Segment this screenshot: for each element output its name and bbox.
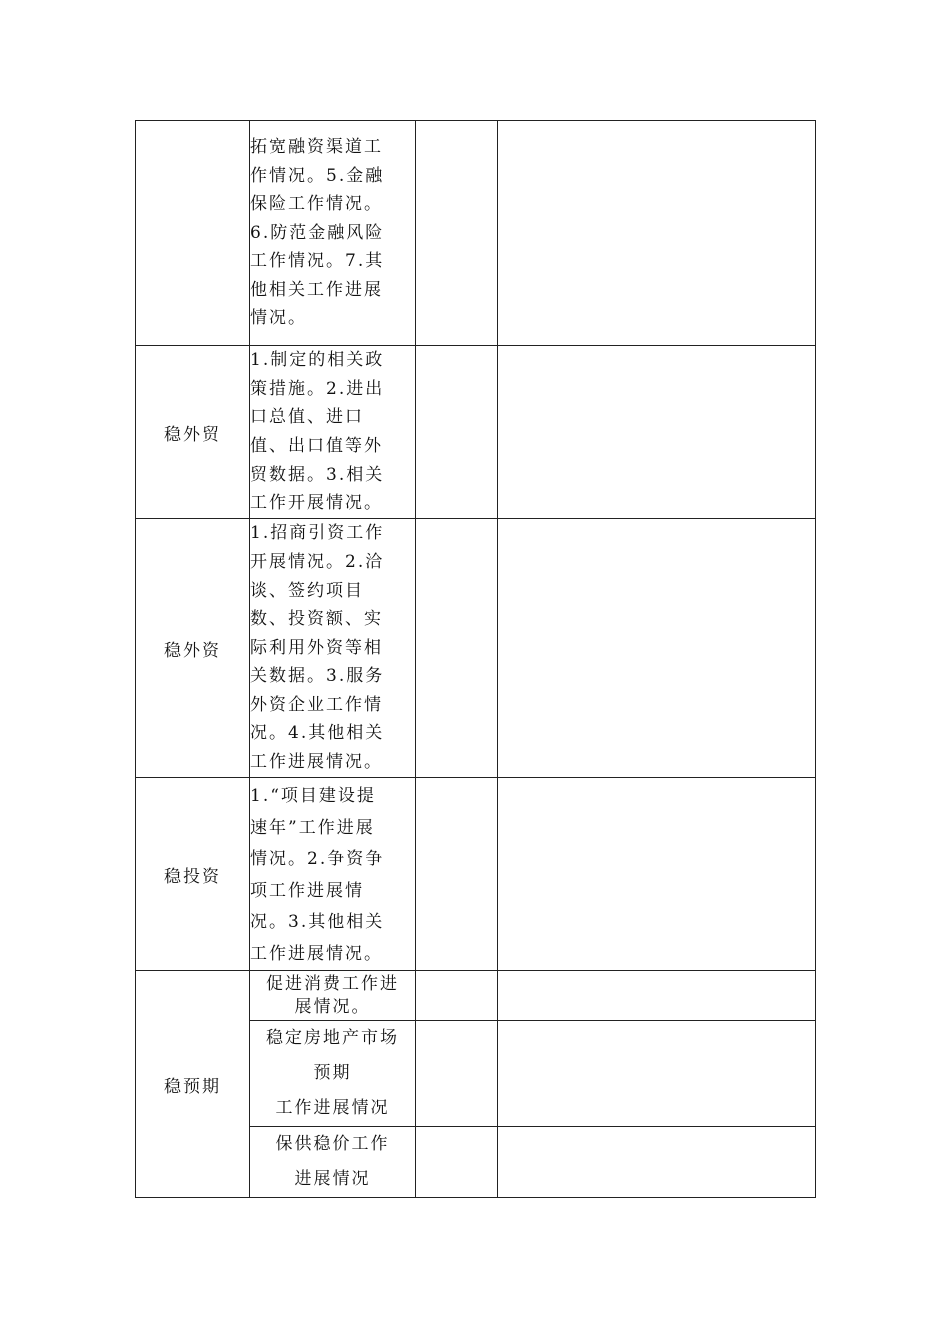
description-line: 1.“项目建设提 (250, 786, 376, 806)
empty-cell[interactable] (416, 1021, 498, 1127)
description-line: 外资企业工作情 (250, 694, 383, 715)
description-line: 1.招商引资工作 (250, 523, 385, 544)
description-line: 数、投资额、实 (250, 609, 383, 630)
empty-cell[interactable] (498, 519, 816, 778)
description-line: 贸数据。3.相关 (250, 464, 385, 485)
table-row (136, 121, 816, 346)
empty-cell[interactable] (416, 778, 498, 971)
description-line: 工作进展情况 (275, 1098, 390, 1118)
table-row (136, 519, 816, 778)
category-cell: 稳投资 (136, 778, 250, 971)
description-line: 工作进展情况。 (250, 943, 383, 964)
description-line: 拓宽融资渠道工 (250, 136, 383, 157)
description-cell (250, 778, 416, 971)
description-line: 6.防范金融风险 (250, 222, 385, 243)
description-line: 保险工作情况。 (250, 194, 383, 215)
empty-cell[interactable] (416, 519, 498, 778)
empty-cell[interactable] (498, 1021, 816, 1127)
description-cell (250, 1021, 416, 1127)
category-cell: 稳预期 (136, 971, 250, 1198)
description-cell (250, 121, 416, 346)
description-line: 开展情况。2.洽 (250, 551, 385, 572)
description-line: 际利用外资等相 (250, 637, 383, 658)
description-line: 策措施。2.进出 (250, 378, 385, 399)
category-cell: 稳外资 (136, 519, 250, 778)
description-line: 作情况。5.金融 (250, 165, 385, 186)
empty-cell[interactable] (416, 121, 498, 346)
description-line: 口总值、进口 (250, 407, 364, 428)
empty-cell[interactable] (416, 1127, 498, 1198)
empty-cell[interactable] (498, 778, 816, 971)
description-line: 谈、签约项目 (250, 580, 364, 601)
description-line: 况。4.其他相关 (250, 723, 385, 744)
description-cell (250, 519, 416, 778)
work-report-table (135, 120, 816, 1198)
empty-cell[interactable] (416, 346, 498, 519)
table-row (136, 778, 816, 971)
description-line: 况。3.其他相关 (250, 912, 385, 932)
description-line: 速年”工作进展 (250, 817, 375, 838)
description-line: 保供稳价工作 (275, 1134, 390, 1154)
description-line: 预期 (313, 1063, 352, 1083)
description-cell (250, 971, 416, 1021)
table-row (136, 971, 816, 1021)
empty-cell[interactable] (498, 121, 816, 346)
description-line: 1.制定的相关政 (250, 350, 385, 371)
description-line: 工作进展情况。 (250, 752, 383, 773)
description-line: 情况。2.争资争 (250, 849, 385, 869)
empty-cell[interactable] (498, 1127, 816, 1198)
description-line: 工作开展情况。 (250, 493, 383, 514)
description-line: 促进消费工作进 (266, 973, 399, 994)
table-row (136, 346, 816, 519)
description-line: 稳定房地产市场 (266, 1028, 399, 1048)
empty-cell[interactable] (498, 971, 816, 1021)
category-cell: 稳外贸 (136, 346, 250, 519)
description-cell (250, 1127, 416, 1198)
empty-cell[interactable] (416, 971, 498, 1021)
description-cell (250, 346, 416, 519)
description-line: 情况。 (250, 308, 307, 329)
description-line: 项工作进展情 (250, 880, 364, 901)
description-line: 关数据。3.服务 (250, 666, 385, 687)
category-cell (136, 121, 250, 346)
description-line: 工作情况。7.其 (250, 251, 385, 272)
description-line: 值、出口值等外 (250, 436, 383, 456)
description-line: 他相关工作进展 (250, 279, 383, 300)
description-line: 进展情况 (294, 1169, 371, 1189)
empty-cell[interactable] (498, 346, 816, 519)
description-line: 展情况。 (294, 996, 371, 1017)
